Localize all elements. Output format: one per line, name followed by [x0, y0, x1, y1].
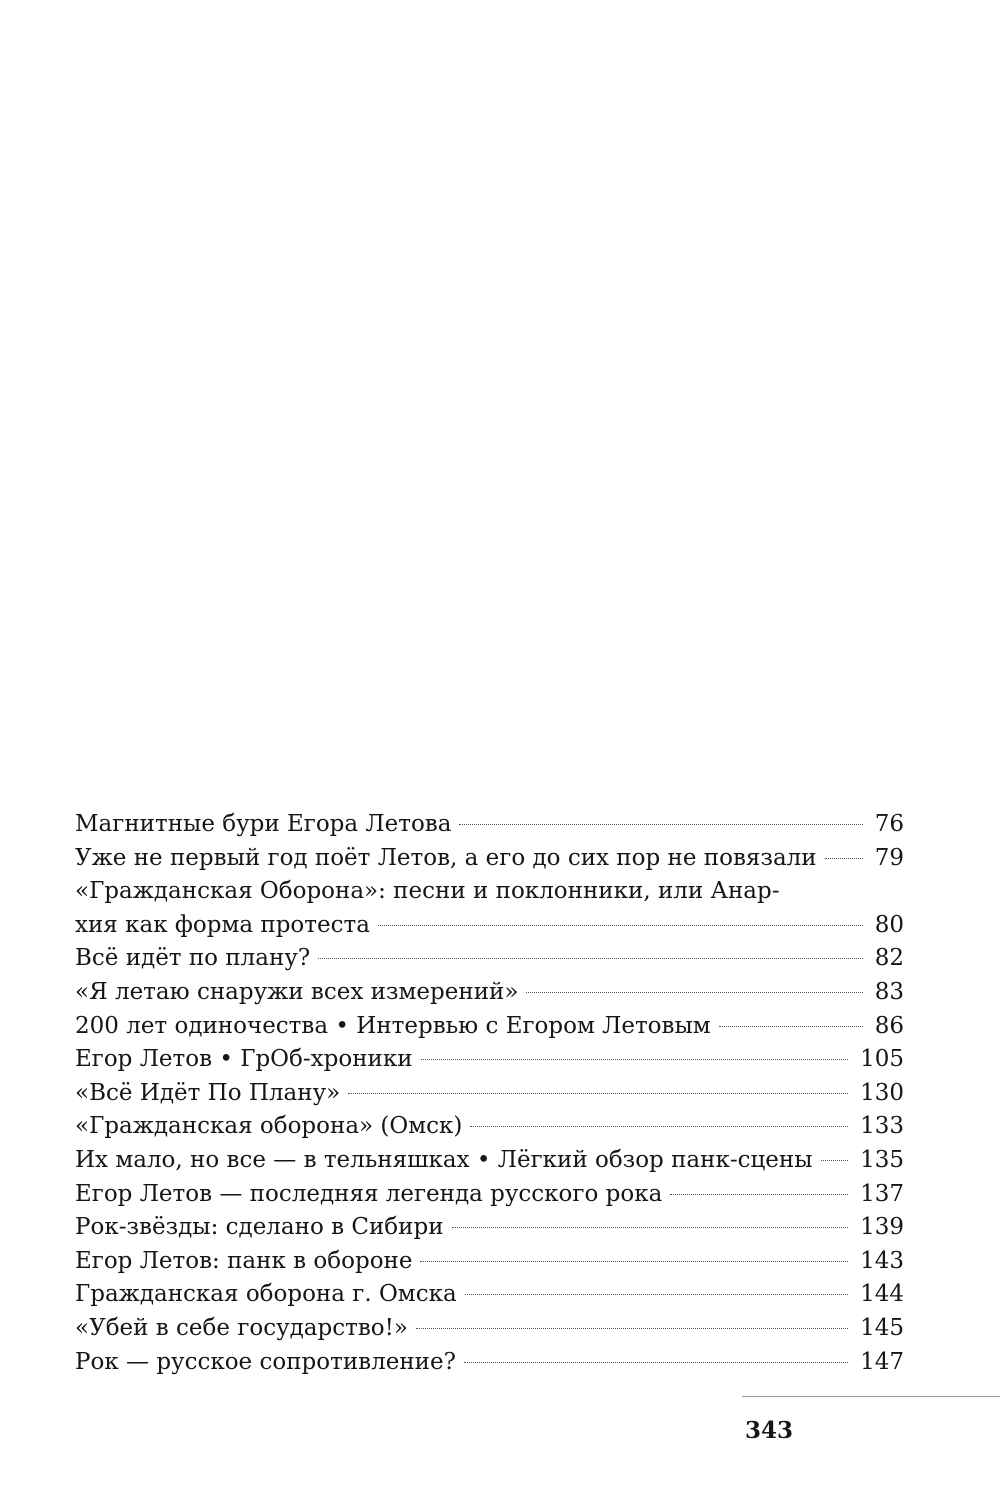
- dot-leader: [719, 1026, 863, 1027]
- dot-leader: [821, 1160, 849, 1161]
- dot-leader: [470, 1126, 848, 1127]
- toc-entry[interactable]: [75, 1312, 904, 1346]
- toc-entry[interactable]: [75, 942, 904, 976]
- toc-entry[interactable]: [75, 1278, 904, 1312]
- dot-leader: [452, 1227, 849, 1228]
- toc-entry-page: 137: [860, 1180, 904, 1207]
- toc-entry-first-line: [75, 875, 904, 909]
- toc-entry-page: 133: [860, 1113, 904, 1140]
- toc-entry[interactable]: [75, 1144, 904, 1178]
- toc-entry-title: Егор Летов: панк в обороне: [75, 1247, 413, 1274]
- toc-entry[interactable]: [75, 976, 904, 1010]
- page-number: 343: [745, 1417, 794, 1444]
- dot-leader: [420, 1261, 848, 1262]
- dot-leader: [465, 1294, 848, 1295]
- toc-entry-page: 135: [860, 1146, 904, 1173]
- toc-entry-page: 130: [860, 1079, 904, 1106]
- toc-entry-title: «Убей в себе государство!»: [75, 1314, 408, 1341]
- dot-leader: [825, 858, 863, 859]
- toc-entry-page: 147: [860, 1348, 904, 1375]
- dot-leader: [421, 1059, 849, 1060]
- toc-entry-page: 139: [860, 1214, 904, 1241]
- toc-entry-page: 105: [860, 1046, 904, 1073]
- toc-entry-page: 83: [874, 978, 904, 1005]
- dot-leader: [464, 1362, 848, 1363]
- dot-leader: [459, 824, 862, 825]
- toc-entry[interactable]: [75, 1211, 904, 1245]
- toc-entry-title: Рок-звёзды: сделано в Сибири: [75, 1214, 444, 1241]
- toc-entry[interactable]: [75, 1346, 904, 1380]
- toc-entry-title: Уже не первый год поёт Летов, а его до сих пор не повязали: [75, 844, 817, 871]
- footer-divider: [742, 1396, 1000, 1397]
- toc-entry-title: 200 лет одиночества • Интервью с Егором Летовым: [75, 1012, 711, 1039]
- toc-entry-title: Гражданская оборона г. Омска: [75, 1281, 457, 1308]
- toc-entry-title-line2: хия как форма протеста: [75, 911, 370, 938]
- toc-entry-title: Егор Летов — последняя легенда русского рока: [75, 1180, 663, 1207]
- dot-leader: [318, 958, 863, 959]
- toc-entry[interactable]: [75, 1043, 904, 1077]
- dot-leader: [348, 1093, 848, 1094]
- toc-entry-page: 144: [860, 1281, 904, 1308]
- dot-leader: [416, 1328, 848, 1329]
- toc-entry[interactable]: [75, 842, 904, 876]
- toc-entry-second-line: [75, 909, 904, 943]
- dot-leader: [526, 992, 862, 993]
- toc-entry-title: Всё идёт по плану?: [75, 945, 311, 972]
- toc-entry[interactable]: [75, 808, 904, 842]
- table-of-contents: [75, 808, 904, 1379]
- toc-entry-page: 79: [874, 844, 904, 871]
- toc-entry-title-line1: «Гражданская Оборона»: песни и поклонники, или Анар-: [75, 878, 780, 905]
- toc-entry[interactable]: [75, 1110, 904, 1144]
- toc-entry[interactable]: [75, 1245, 904, 1279]
- toc-entry-title: Егор Летов • ГрОб-хроники: [75, 1046, 413, 1073]
- toc-entry-page: 80: [874, 911, 904, 938]
- toc-entry-page: 76: [874, 811, 904, 837]
- toc-entry-title: «Я летаю снаружи всех измерений»: [75, 978, 519, 1005]
- toc-entry-page: 143: [860, 1247, 904, 1274]
- dot-leader: [670, 1194, 848, 1195]
- toc-entry-title: «Всё Идёт По Плану»: [75, 1079, 341, 1106]
- toc-entry-title: Магнитные бури Егора Летова: [75, 811, 452, 837]
- toc-entry-page: 86: [874, 1012, 904, 1039]
- toc-entry[interactable]: [75, 1178, 904, 1212]
- toc-entry[interactable]: [75, 1010, 904, 1044]
- toc-entry-page: 145: [860, 1314, 904, 1341]
- toc-entry-title: Их мало, но все — в тельняшках • Лёгкий обзор панк-сцены: [75, 1146, 813, 1173]
- toc-entry[interactable]: [75, 875, 904, 942]
- toc-entry-page: 82: [874, 945, 904, 972]
- toc-entry-title: Рок — русское сопротивление?: [75, 1348, 456, 1375]
- toc-entry[interactable]: [75, 1077, 904, 1111]
- dot-leader: [378, 925, 863, 926]
- toc-entry-title: «Гражданская оборона» (Омск): [75, 1113, 463, 1140]
